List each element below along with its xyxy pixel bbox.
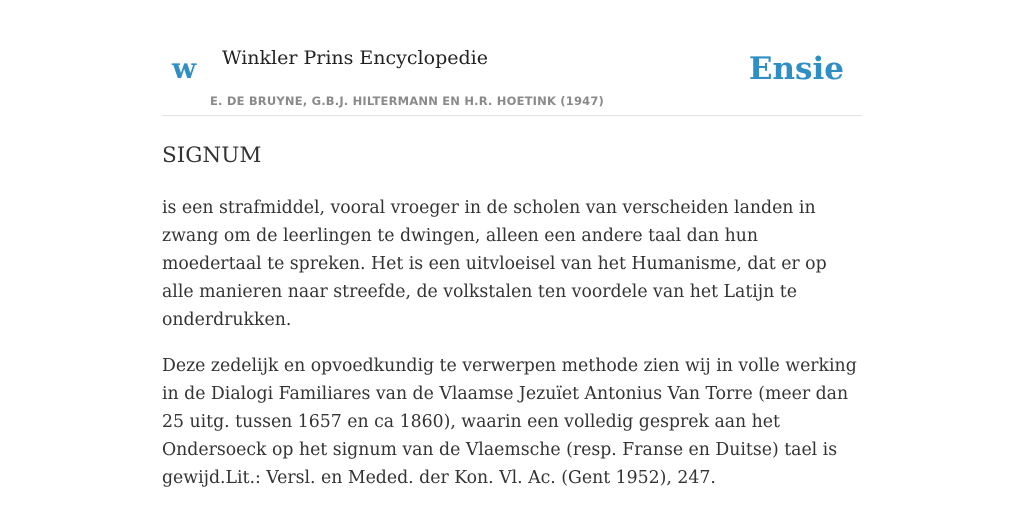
entry-paragraph-2: Deze zedelijk en opvoedkundig te verwerpen methode zien wij in volle werking in de Dialogi Familiares van de Vlaamse Jezuïet Antonius Van Torre (meer dan 25 uitg. tussen 1657 en ca 1860), waarin een volledig gesprek aan het Ondersoeck op het signum van de Vlaemsche (resp. Franse en Duitse) tael is gewijd.Lit.: Versl. en Meded. der Kon. Vl. Ac. (Gent 1952), 247. bbox=[162, 356, 857, 488]
entry-title: SIGNUM bbox=[162, 143, 262, 168]
publication-title[interactable]: Winkler Prins Encyclopedie bbox=[222, 47, 488, 69]
ensie-logo[interactable]: Ensie bbox=[748, 51, 844, 87]
page-header bbox=[162, 0, 862, 116]
winkler-prins-logo[interactable]: w bbox=[172, 52, 197, 85]
publication-authors: E. DE BRUYNE, G.B.J. HILTERMANN EN H.R. HOETINK (1947) bbox=[210, 94, 605, 108]
entry-paragraph-1: is een strafmiddel, vooral vroeger in de scholen van verscheiden landen in zwang om de leerlingen te dwingen, alleen een andere taal dan hun moedertaal te spreken. Het is een uitvloeisel van het Humanisme, dat er op alle manieren naar streefde, de volkstalen ten voordele van het Latijn te onderdrukken. bbox=[162, 198, 827, 330]
encyclopedia-page bbox=[162, 0, 862, 512]
